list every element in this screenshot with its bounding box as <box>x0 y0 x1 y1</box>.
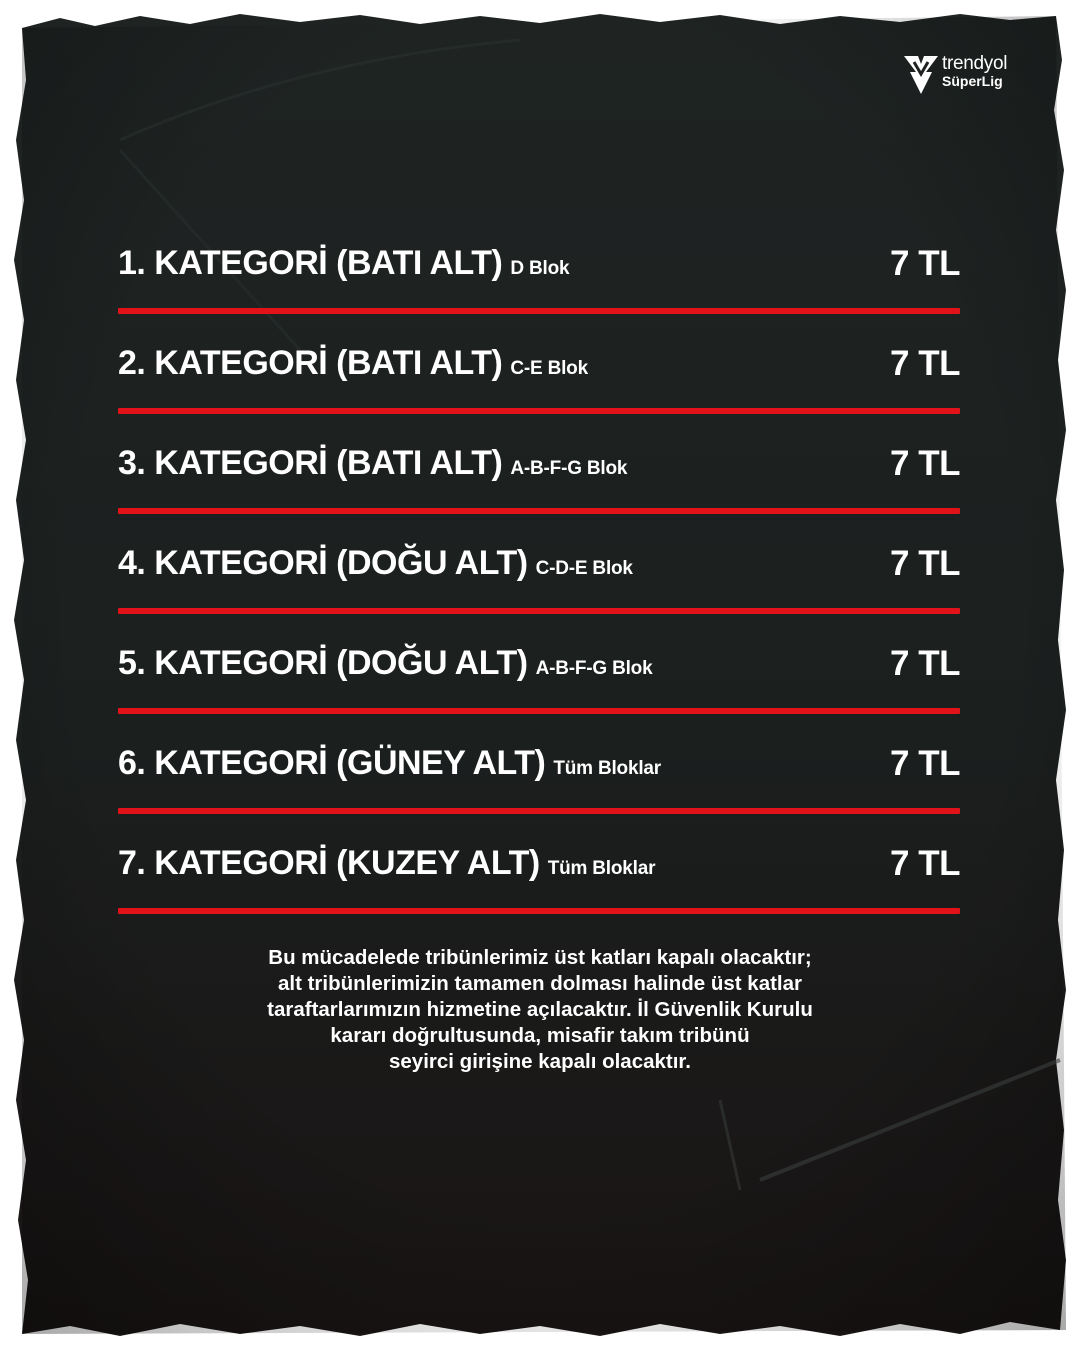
category-row <box>118 722 960 822</box>
red-divider <box>118 408 960 414</box>
superlig-emblem-icon <box>902 52 940 96</box>
category-label <box>118 244 569 283</box>
category-blocks: D Blok <box>510 258 570 279</box>
red-divider <box>118 508 960 514</box>
red-divider <box>118 908 960 914</box>
category-name: 1. KATEGORİ (BATI ALT) <box>118 244 503 282</box>
stadium-notice <box>140 945 940 1075</box>
category-name: 6. KATEGORİ (GÜNEY ALT) <box>118 744 546 782</box>
category-price: 7 TL <box>890 244 960 283</box>
category-row <box>118 322 960 422</box>
category-row <box>118 822 960 922</box>
category-label <box>118 344 588 383</box>
category-row <box>118 522 960 622</box>
category-label <box>118 844 655 883</box>
red-divider <box>118 708 960 714</box>
notice-line: seyirci girişine kapalı olacaktır. <box>389 1050 691 1073</box>
category-name: 7. KATEGORİ (KUZEY ALT) <box>118 844 540 882</box>
category-price: 7 TL <box>890 544 960 583</box>
red-divider <box>118 608 960 614</box>
category-label <box>118 644 652 683</box>
category-name: 2. KATEGORİ (BATI ALT) <box>118 344 503 382</box>
category-price: 7 TL <box>890 844 960 883</box>
category-row <box>118 422 960 522</box>
red-divider <box>118 308 960 314</box>
category-blocks: Tüm Bloklar <box>547 858 656 879</box>
category-price: 7 TL <box>890 644 960 683</box>
category-row <box>118 222 960 322</box>
category-price-list <box>118 222 960 922</box>
category-name: 4. KATEGORİ (DOĞU ALT) <box>118 544 528 582</box>
category-label <box>118 744 661 783</box>
brand-name: trendyol <box>942 53 1008 74</box>
category-price: 7 TL <box>890 744 960 783</box>
category-name: 5. KATEGORİ (DOĞU ALT) <box>118 644 528 682</box>
category-price: 7 TL <box>890 344 960 383</box>
category-row <box>118 622 960 722</box>
notice-line: Bu mücadelede tribünlerimiz üst katları kapalı olacaktır; <box>268 946 812 969</box>
category-blocks: C-E Blok <box>510 358 588 379</box>
red-divider <box>118 808 960 814</box>
category-price: 7 TL <box>890 444 960 483</box>
notice-line: kararı doğrultusunda, misafir takım tribünü <box>330 1024 750 1047</box>
category-label <box>118 444 627 483</box>
category-label <box>118 544 633 583</box>
category-blocks: A-B-F-G Blok <box>535 658 653 679</box>
category-blocks: A-B-F-G Blok <box>510 458 628 479</box>
notice-line: alt tribünlerimizin tamamen dolması halinde üst katlar <box>277 972 802 995</box>
category-name: 3. KATEGORİ (BATI ALT) <box>118 444 503 482</box>
trendyol-superlig-logo <box>902 50 1032 102</box>
category-blocks: C-D-E Blok <box>535 558 633 579</box>
category-blocks: Tüm Bloklar <box>553 758 661 779</box>
league-name: SüperLig <box>942 73 1003 89</box>
notice-line: taraftarlarımızın hizmetine açılacaktır. İl Güvenlik Kurulu <box>267 998 813 1021</box>
